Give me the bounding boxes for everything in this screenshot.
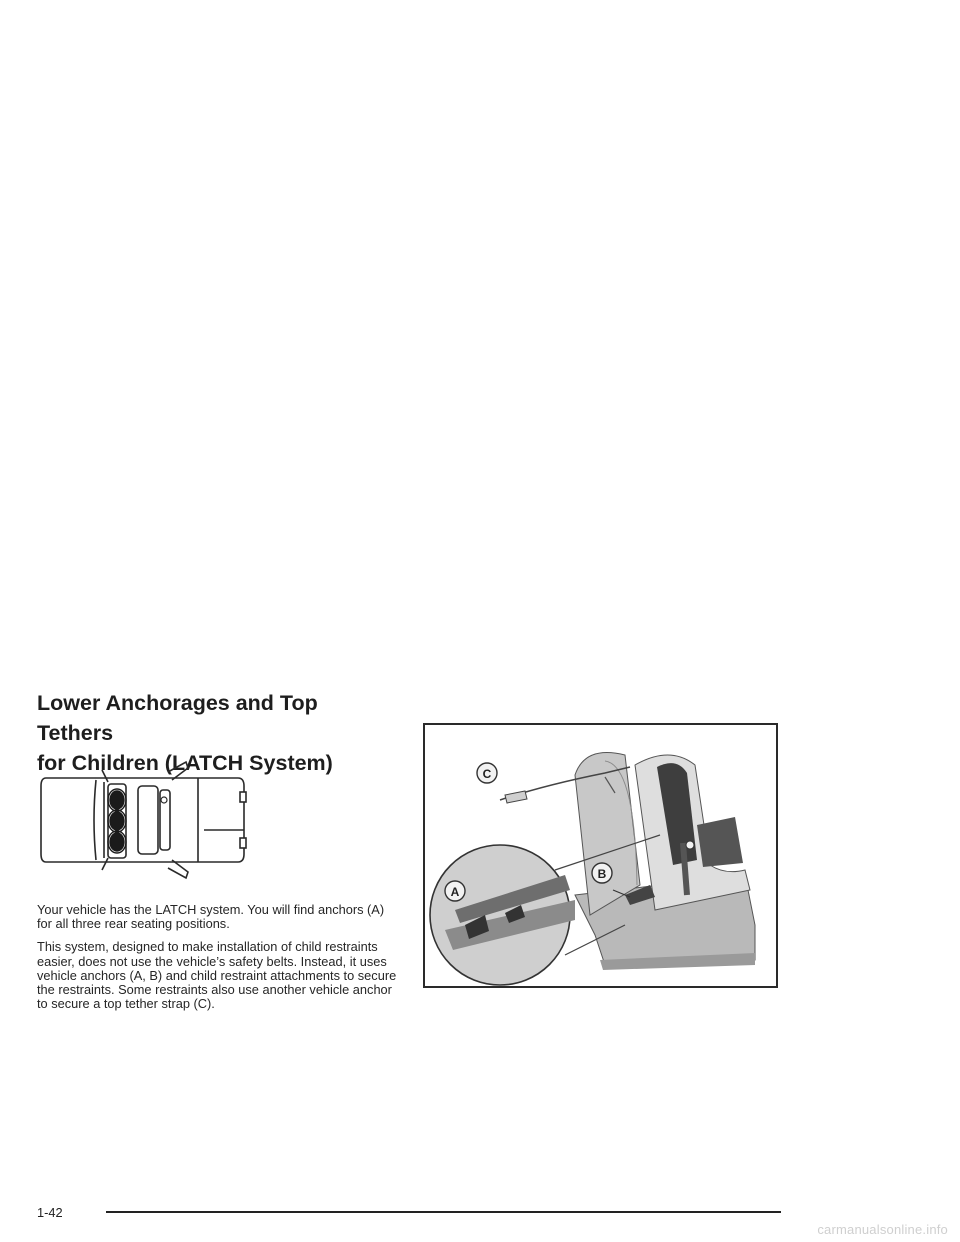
- child-seat-illustration: [425, 725, 776, 986]
- heading-line-2: for Children (LATCH System): [37, 751, 333, 775]
- latch-illustration: [423, 723, 778, 988]
- body-text: [37, 903, 397, 1020]
- page-number: 1-42: [37, 1205, 63, 1220]
- paragraph-2: This system, designed to make installation of child restraints easier, does not use the vehicle’s safety belts. Instead, it uses vehicle anchors (A, B) and child restraint attachments to secure the restraints. Some restraints also use another vehicle anchor to secure a top tether strap (C).: [37, 939, 397, 1012]
- watermark: carmanualsonline.info: [817, 1222, 948, 1237]
- label-a: A: [450, 885, 460, 899]
- heading-line-1: Lower Anchorages and Top Tethers: [37, 691, 318, 745]
- vehicle-top-view-diagram: [38, 760, 248, 880]
- label-b: B: [597, 867, 607, 881]
- footer-divider: [106, 1211, 781, 1213]
- paragraph-1: Your vehicle has the LATCH system. You will find anchors (A) for all three rear seating positions.: [37, 902, 385, 932]
- label-c: C: [482, 767, 492, 781]
